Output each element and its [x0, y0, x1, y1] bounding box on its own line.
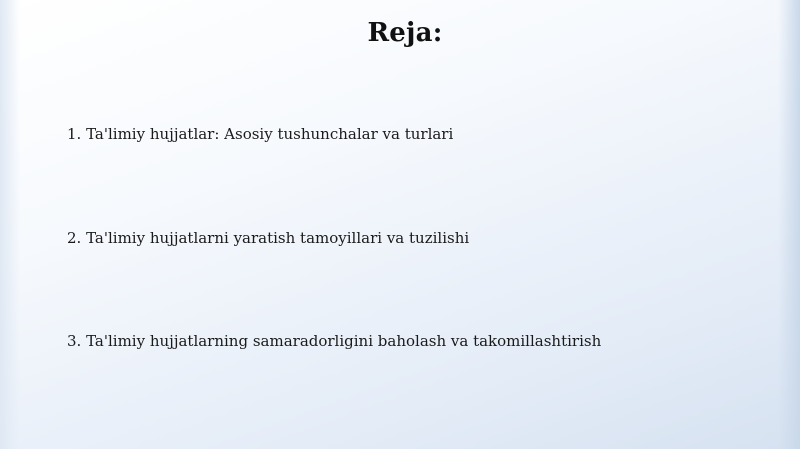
slide-right-edge — [778, 0, 800, 449]
slide-title: Reja: — [367, 18, 443, 48]
plan-item-1: 1. Ta'limiy hujjatlar: Asosiy tushunchalar va turlari — [67, 125, 454, 143]
plan-item-3: 3. Ta'limiy hujjatlarning samaradorligini baholash va takomillashtirish — [67, 332, 602, 350]
plan-item-2: 2. Ta'limiy hujjatlarni yaratish tamoyillari va tuzilishi — [67, 229, 470, 247]
slide-left-edge — [0, 0, 20, 449]
